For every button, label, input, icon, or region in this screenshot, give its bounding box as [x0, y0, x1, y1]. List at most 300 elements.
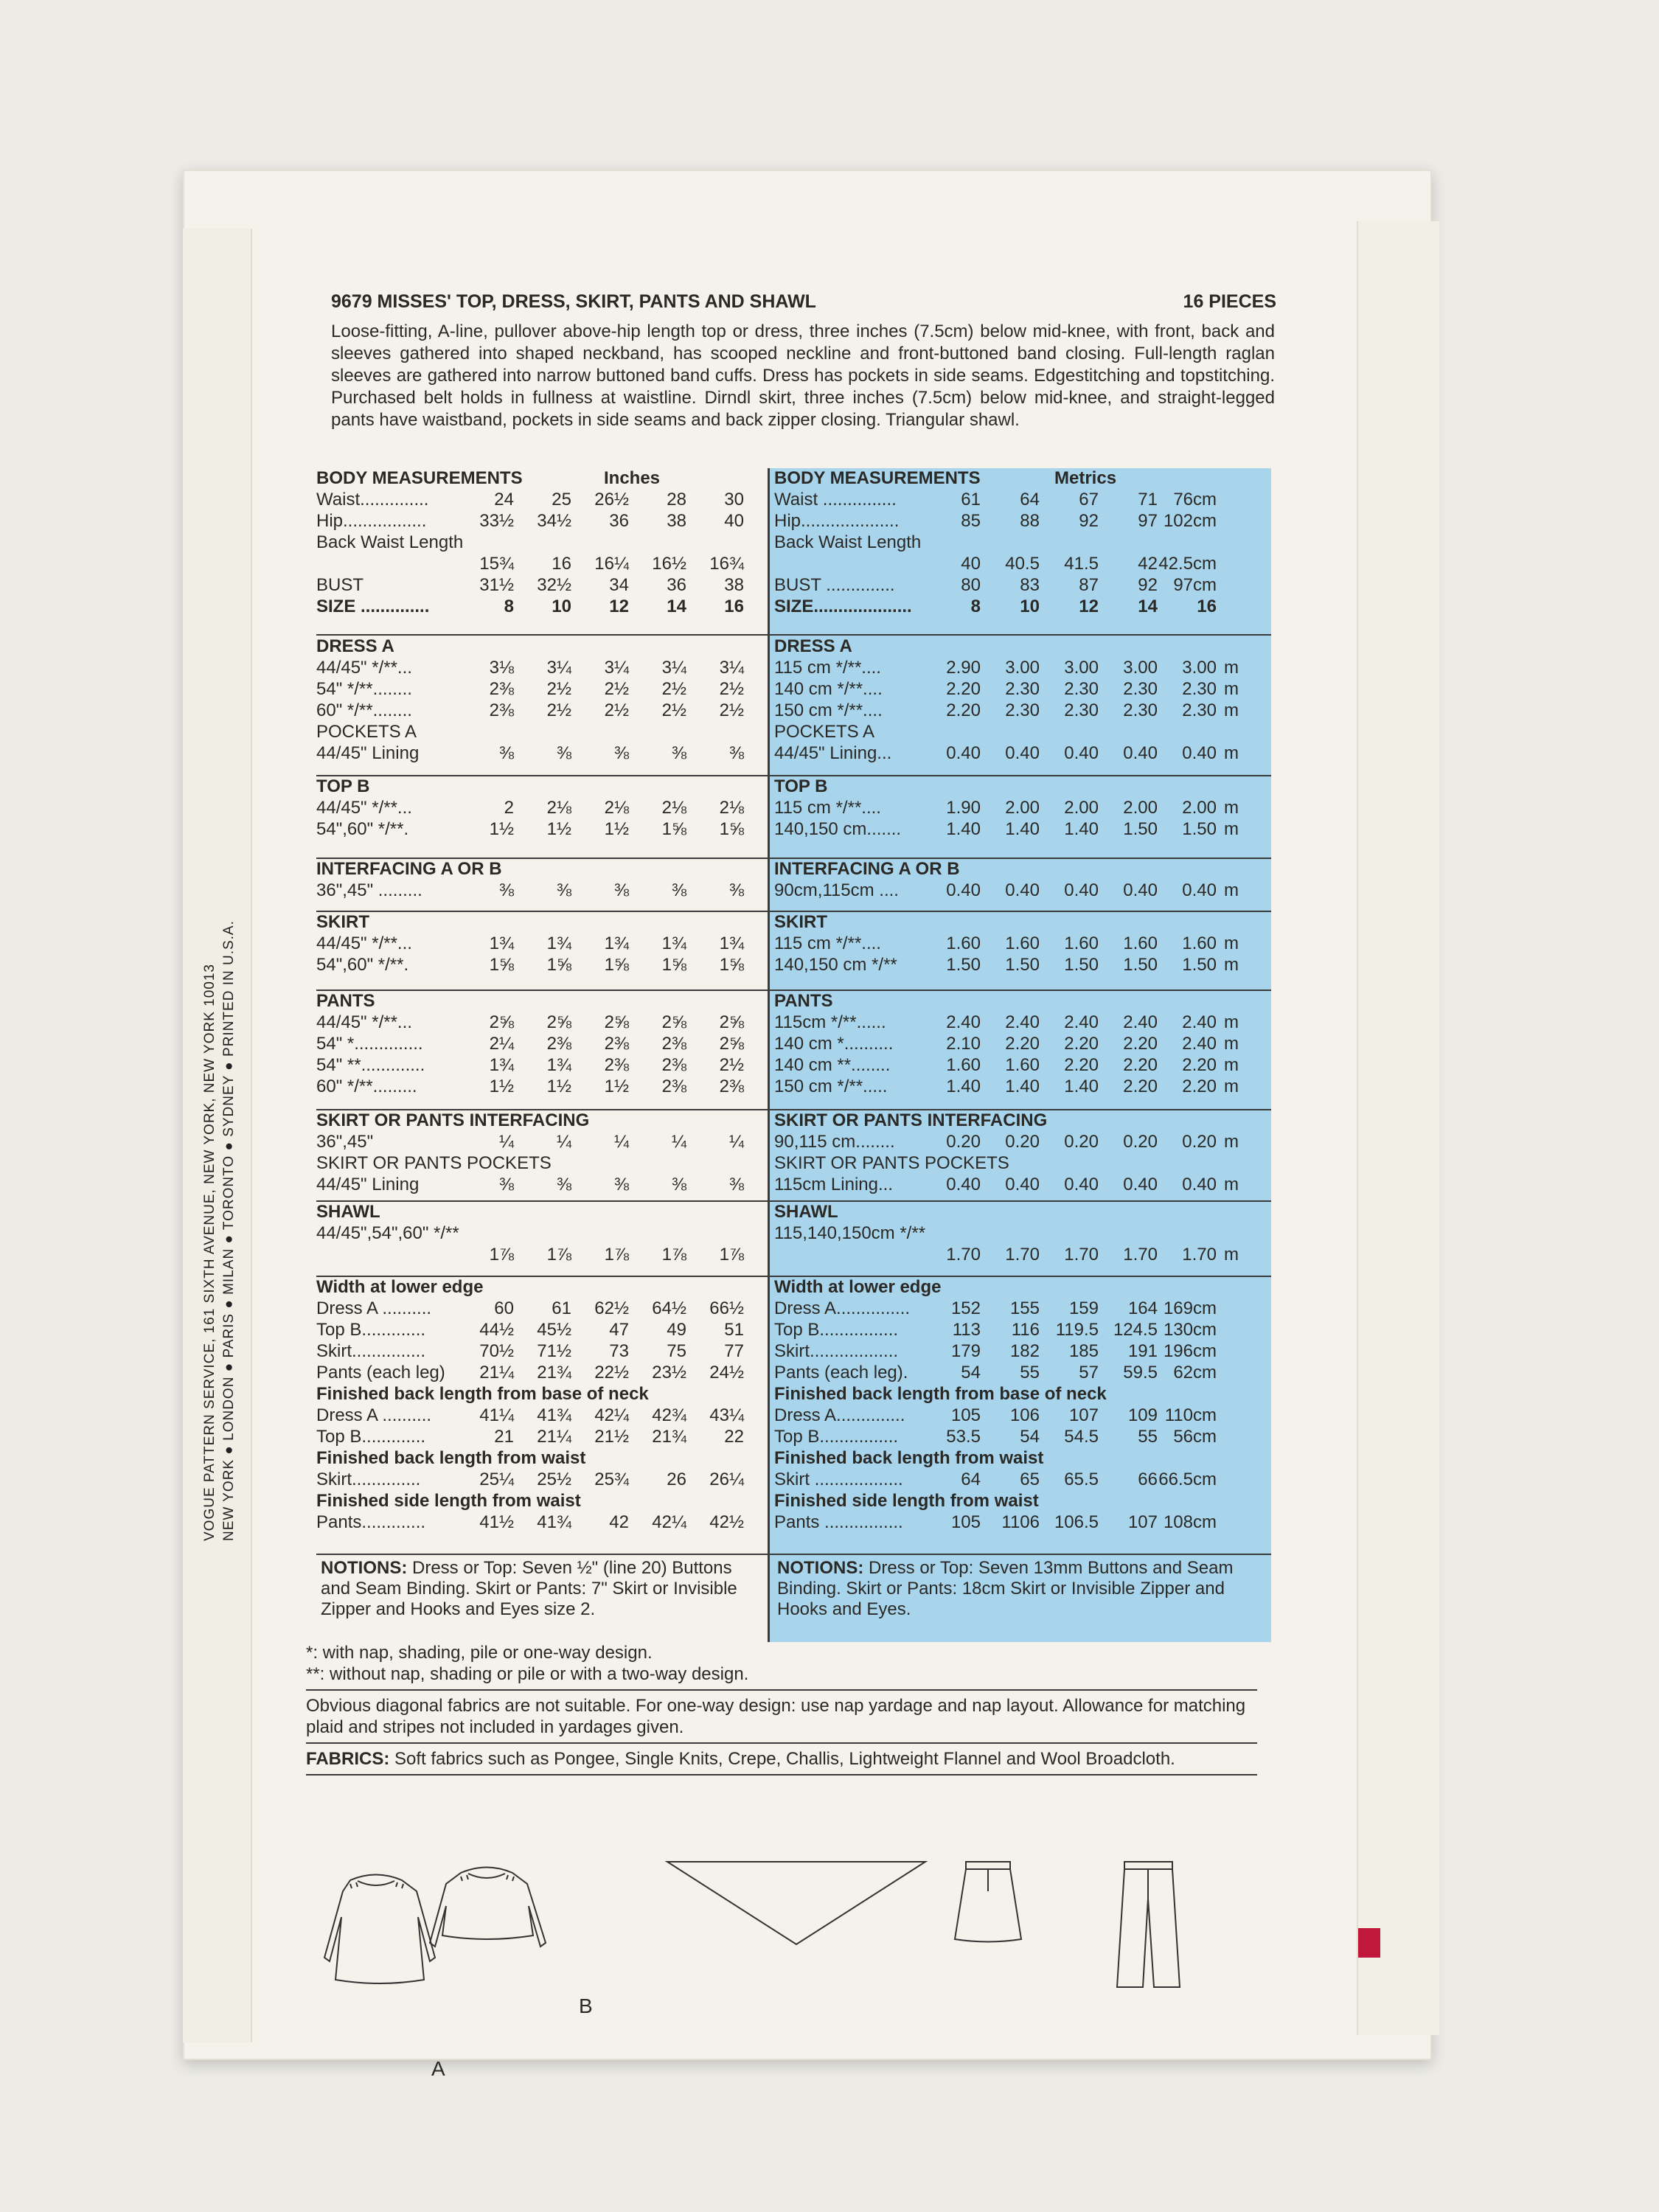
value-cell: 0.40 — [946, 1175, 981, 1194]
unit-cell: m — [1224, 1245, 1239, 1265]
value-cell: 62cm — [1173, 1363, 1217, 1382]
value-cell: 2⅝ — [489, 1012, 514, 1032]
value-cell: 182 — [1009, 1341, 1040, 1361]
value-cell: 97 — [1138, 511, 1158, 531]
value-cell: 21¼ — [479, 1363, 514, 1382]
value-cell: 2.30 — [1005, 679, 1040, 699]
row-label: Skirt.................. — [774, 1341, 899, 1361]
value-cell: 2⅝ — [719, 1034, 744, 1054]
value-cell: 0.20 — [1005, 1132, 1040, 1152]
section-title: SHAWL — [316, 1202, 380, 1222]
value-cell: 75 — [667, 1341, 686, 1361]
value-cell: 2.40 — [1123, 1012, 1158, 1032]
value-cell: 23½ — [652, 1363, 686, 1382]
metric-shawl — [770, 1202, 1271, 1277]
value-cell: 40 — [724, 511, 744, 531]
value-cell: 0.40 — [1182, 1175, 1217, 1194]
value-cell: 1.50 — [1064, 955, 1099, 975]
value-cell: 1.70 — [1182, 1245, 1217, 1265]
value-cell: 0.40 — [1182, 880, 1217, 900]
value-cell: 32½ — [537, 575, 571, 595]
value-cell: 21½ — [594, 1427, 629, 1447]
value-cell: 12 — [1079, 597, 1099, 616]
yardage-row — [316, 1055, 768, 1077]
value-cell: 3.00 — [1182, 658, 1217, 678]
inches-body-measurements — [316, 468, 768, 636]
value-cell: 36 — [609, 511, 629, 531]
value-cell: 1.70 — [1123, 1245, 1158, 1265]
value-cell: 25¼ — [479, 1470, 514, 1489]
row-label: Top B................ — [774, 1320, 899, 1340]
row-label: Waist.............. — [316, 490, 429, 509]
value-cell: 2.40 — [1005, 1012, 1040, 1032]
yardage-row — [316, 1012, 768, 1034]
measure-row — [316, 1298, 768, 1320]
row-label: 60" */**......... — [316, 1077, 417, 1096]
value-cell: 77 — [724, 1341, 744, 1361]
value-cell: 2½ — [719, 679, 744, 699]
bust-row — [316, 575, 768, 597]
value-cell: 1.90 — [946, 798, 981, 818]
unit-cell: m — [1224, 880, 1239, 900]
value-cell: 14 — [1138, 597, 1158, 616]
metric-skirt-pants-interfacing — [770, 1110, 1271, 1202]
value-cell: 2½ — [719, 1055, 744, 1075]
value-cell: 30 — [724, 490, 744, 509]
inches-notions — [316, 1555, 768, 1648]
red-tab-mark — [1358, 1928, 1380, 1958]
value-cell: 1⅝ — [719, 819, 744, 839]
value-cell: 1½ — [604, 819, 629, 839]
value-cell: 1⅞ — [719, 1245, 744, 1265]
value-cell: 1¾ — [604, 933, 629, 953]
spine-text — [201, 920, 239, 1541]
value-cell: 97cm — [1173, 575, 1217, 595]
yardage-row — [316, 658, 768, 679]
value-cell: 2.90 — [946, 658, 981, 678]
unit-cell: m — [1224, 743, 1239, 763]
value-cell: 3.00 — [1123, 658, 1158, 678]
value-cell: 26 — [667, 1470, 686, 1489]
value-cell: 108cm — [1163, 1512, 1217, 1532]
value-cell: 0.40 — [1005, 743, 1040, 763]
section-title: SKIRT OR PANTS INTERFACING — [316, 1110, 590, 1130]
section-title: DRESS A — [316, 636, 394, 656]
value-cell: 196cm — [1163, 1341, 1217, 1361]
value-cell: 3¼ — [719, 658, 744, 678]
value-cell: 1½ — [546, 819, 571, 839]
value-cell: 2⅛ — [719, 798, 744, 818]
value-cell: 1.70 — [946, 1245, 981, 1265]
row-label: 44/45" */**... — [316, 1012, 412, 1032]
row-label: 115cm Lining... — [774, 1175, 893, 1194]
row-label: BUST .............. — [774, 575, 895, 595]
value-cell: 51 — [724, 1320, 744, 1340]
inches-pants — [316, 991, 768, 1110]
value-cell: 1.60 — [1005, 1055, 1040, 1075]
row-label: 115 cm */**.... — [774, 798, 881, 818]
value-cell: 1¾ — [661, 933, 686, 953]
unit-cell: m — [1224, 1034, 1239, 1054]
value-cell: 54 — [961, 1363, 981, 1382]
value-cell: 2⅝ — [719, 1012, 744, 1032]
value-cell: 1⅝ — [546, 955, 571, 975]
section-title: PANTS — [774, 991, 833, 1011]
value-cell: 42¼ — [594, 1405, 629, 1425]
size-row — [774, 597, 1271, 618]
value-cell: 62½ — [594, 1298, 629, 1318]
value-cell: 2½ — [719, 700, 744, 720]
value-cell: 34½ — [537, 511, 571, 531]
value-cell: 2⅝ — [604, 1012, 629, 1032]
value-cell: 2.30 — [1123, 679, 1158, 699]
yardage-row — [316, 880, 768, 902]
value-cell: 155 — [1009, 1298, 1040, 1318]
value-cell: 8 — [504, 597, 514, 616]
value-cell: 25 — [552, 490, 571, 509]
value-cell: 1.60 — [1064, 933, 1099, 953]
value-cell: 0.40 — [1123, 880, 1158, 900]
value-cell: 1.40 — [1064, 1077, 1099, 1096]
row-label: 115cm */**...... — [774, 1012, 886, 1032]
value-cell: 1.70 — [1005, 1245, 1040, 1265]
value-cell: 110cm — [1164, 1405, 1217, 1425]
value-cell: 40.5 — [1005, 554, 1040, 574]
value-cell: 88 — [1020, 511, 1040, 531]
yardage-row — [774, 1077, 1271, 1098]
value-cell: 12 — [609, 597, 629, 616]
value-cell: 1½ — [546, 1077, 571, 1096]
value-cell: 124.5 — [1113, 1320, 1158, 1340]
sp-pockets-title: SKIRT OR PANTS POCKETS — [774, 1153, 1009, 1173]
value-cell: 164 — [1127, 1298, 1158, 1318]
size-row — [316, 597, 768, 618]
value-cell: 0.40 — [1064, 743, 1099, 763]
value-cell: 14 — [667, 597, 686, 616]
value-cell: 3⅛ — [489, 658, 514, 678]
value-cell: 2.30 — [1005, 700, 1040, 720]
sketch-label-b: B — [579, 1994, 593, 2017]
yardage-row — [774, 1034, 1271, 1055]
metric-panel — [768, 468, 1271, 1642]
value-cell: 152 — [950, 1298, 981, 1318]
value-cell: 21¾ — [537, 1363, 571, 1382]
inches-skirt — [316, 912, 768, 991]
value-cell: 1.60 — [1005, 933, 1040, 953]
value-cell: 47 — [609, 1320, 629, 1340]
row-label: 36",45" — [316, 1132, 374, 1152]
spine-line-2: NEW YORK ● LONDON ● PARIS ● MILAN ● TORONTO ● SYDNEY ● PRINTED IN U.S.A. — [221, 920, 237, 1541]
back-waist-length-title: Finished back length from waist — [774, 1448, 1044, 1468]
row-label: Hip................. — [316, 511, 427, 531]
yardage-row — [774, 1245, 1271, 1266]
measure-row — [316, 1470, 768, 1491]
value-cell: ⅜ — [671, 1175, 686, 1194]
row-label: BUST — [316, 575, 364, 595]
section-title: SHAWL — [774, 1202, 838, 1222]
value-cell: 16 — [552, 554, 571, 574]
value-cell: 41¼ — [479, 1405, 514, 1425]
value-cell: 1¾ — [489, 1055, 514, 1075]
yardage-row — [774, 679, 1271, 700]
row-label: Top B............. — [316, 1320, 426, 1340]
measure-row — [316, 1512, 768, 1534]
yardage-row — [774, 700, 1271, 722]
value-cell: 0.40 — [1123, 1175, 1158, 1194]
notions-label: NOTIONS: — [321, 1558, 408, 1578]
back-waist-length-title: Finished back length from waist — [316, 1448, 586, 1468]
value-cell: 21¼ — [537, 1427, 571, 1447]
envelope-right-flap — [1357, 221, 1439, 2035]
yardage-row — [316, 679, 768, 700]
value-cell: 16 — [1197, 597, 1217, 616]
diagonal-note: Obvious diagonal fabrics are not suitable. For one-way design: use nap yardage and nap layout. Allowance for matching plaid and stripes not included in yardages given. — [306, 1689, 1257, 1738]
waist-row — [316, 490, 768, 511]
sketch-label-a: A — [431, 2057, 445, 2080]
row-label: 54" **............. — [316, 1055, 425, 1075]
value-cell: 0.40 — [1064, 1175, 1099, 1194]
value-cell: 42 — [609, 1512, 629, 1532]
value-cell: 1.40 — [946, 1077, 981, 1096]
value-cell: 2.40 — [946, 1012, 981, 1032]
measure-row — [316, 1363, 768, 1384]
value-cell: 66½ — [709, 1298, 744, 1318]
value-cell: 2.30 — [1064, 679, 1099, 699]
row-label: 54" */**........ — [316, 679, 412, 699]
row-label: 44/45" Lining... — [774, 743, 892, 763]
value-cell: ⅜ — [498, 1175, 514, 1194]
side-length-title: Finished side length from waist — [774, 1491, 1039, 1511]
value-cell: 102cm — [1163, 511, 1217, 531]
back-neck-title: Finished back length from base of neck — [774, 1384, 1107, 1404]
value-cell: 2½ — [546, 700, 571, 720]
row-label: 150 cm */**..... — [774, 1077, 888, 1096]
value-cell: ⅜ — [671, 743, 686, 763]
value-cell: 1.50 — [1182, 955, 1217, 975]
value-cell: 2½ — [604, 700, 629, 720]
back-waist-row — [774, 554, 1271, 575]
nap-note: *: with nap, shading, pile or one-way design. — [306, 1643, 653, 1663]
value-cell: ⅜ — [728, 880, 744, 900]
value-cell: 61 — [961, 490, 981, 509]
measure-row — [774, 1405, 1271, 1427]
back-waist-label: Back Waist Length — [774, 532, 922, 552]
pants-sketch — [1117, 1862, 1180, 1987]
row-label: Dress A............... — [774, 1298, 911, 1318]
unit-cell: m — [1224, 679, 1239, 699]
value-cell: 1⅝ — [661, 955, 686, 975]
row-label: 140 cm *.......... — [774, 1034, 894, 1054]
value-cell: 119.5 — [1055, 1320, 1099, 1340]
row-label: 90,115 cm........ — [774, 1132, 895, 1152]
yardage-row — [774, 880, 1271, 902]
width-title: Width at lower edge — [774, 1277, 942, 1297]
value-cell: 2⅜ — [489, 679, 514, 699]
value-cell: 109 — [1127, 1405, 1158, 1425]
value-cell: 0.20 — [1182, 1132, 1217, 1152]
value-cell: 38 — [667, 511, 686, 531]
value-cell: 64 — [961, 1470, 981, 1489]
yardage-row — [774, 798, 1271, 819]
measure-row — [316, 1427, 768, 1448]
unit-cell: m — [1224, 1077, 1239, 1096]
value-cell: 116 — [1011, 1320, 1040, 1340]
unit-cell: m — [1224, 1132, 1239, 1152]
inches-panel — [316, 468, 768, 1642]
value-cell: 0.40 — [1005, 880, 1040, 900]
value-cell: 2⅜ — [604, 1034, 629, 1054]
back-waist-label: Back Waist Length — [316, 532, 464, 552]
value-cell: 105 — [950, 1405, 981, 1425]
value-cell: 107 — [1068, 1405, 1099, 1425]
value-cell: 2.40 — [1182, 1012, 1217, 1032]
value-cell: 2⅛ — [604, 798, 629, 818]
row-label: SIZE .............. — [316, 597, 430, 616]
value-cell: ⅜ — [556, 743, 571, 763]
section-title: BODY MEASUREMENTS — [774, 468, 981, 488]
section-title: PANTS — [316, 991, 375, 1011]
value-cell: ¼ — [728, 1132, 744, 1152]
yardage-row — [774, 955, 1271, 976]
pockets-a-title: POCKETS A — [774, 722, 875, 742]
yardage-row — [316, 955, 768, 976]
metric-body-measurements — [770, 468, 1271, 636]
value-cell: 2.00 — [1182, 798, 1217, 818]
value-cell: 42½ — [709, 1512, 744, 1532]
skirt-sketch — [955, 1862, 1021, 1942]
value-cell: 1.60 — [1123, 933, 1158, 953]
row-label: 140,150 cm....... — [774, 819, 902, 839]
value-cell: 2⅜ — [661, 1077, 686, 1096]
value-cell: 55 — [1138, 1427, 1158, 1447]
value-cell: 2½ — [604, 679, 629, 699]
garment-sketches — [306, 1832, 1265, 2098]
value-cell: 1½ — [604, 1077, 629, 1096]
row-label: 44/45" */**... — [316, 798, 412, 818]
divider — [306, 1774, 1257, 1775]
value-cell: 2¼ — [489, 1034, 514, 1054]
row-label: 44/45" */**... — [316, 933, 412, 953]
inches-skirt-pants-interfacing — [316, 1110, 768, 1202]
row-label: Pants (each leg). — [774, 1363, 908, 1382]
value-cell: 16¼ — [594, 554, 629, 574]
value-cell: ⅜ — [613, 1175, 629, 1194]
yardage-row — [316, 1132, 768, 1153]
inches-top-b — [316, 776, 768, 859]
pockets-a-title: POCKETS A — [316, 722, 417, 742]
value-cell: 3¼ — [661, 658, 686, 678]
value-cell: 2½ — [546, 679, 571, 699]
measure-row — [774, 1363, 1271, 1384]
value-cell: 33½ — [479, 511, 514, 531]
row-label: Pants ................ — [774, 1512, 903, 1532]
value-cell: 0.40 — [1005, 1175, 1040, 1194]
hip-row — [774, 511, 1271, 532]
section-title: SKIRT OR PANTS INTERFACING — [774, 1110, 1048, 1130]
value-cell: 2⅝ — [546, 1012, 571, 1032]
value-cell: 40 — [961, 554, 981, 574]
inches-finished-measurements — [316, 1277, 768, 1555]
value-cell: 1⅝ — [719, 955, 744, 975]
value-cell: 1.60 — [1182, 933, 1217, 953]
value-cell: 73 — [609, 1341, 629, 1361]
value-cell: 43¼ — [709, 1405, 744, 1425]
value-cell: 1⅞ — [489, 1245, 514, 1265]
value-cell: 1.50 — [1123, 955, 1158, 975]
row-label: 140 cm **........ — [774, 1055, 891, 1075]
value-cell: 0.40 — [946, 743, 981, 763]
row-label: 36",45" ......... — [316, 880, 422, 900]
row-label: Top B............. — [316, 1427, 426, 1447]
value-cell: 80 — [961, 575, 981, 595]
value-cell: 10 — [552, 597, 571, 616]
value-cell: 1¾ — [546, 1055, 571, 1075]
section-title: SKIRT — [316, 912, 369, 932]
metric-interfacing — [770, 859, 1271, 912]
unit-cell: m — [1224, 819, 1239, 839]
notions-label: NOTIONS: — [777, 1558, 864, 1578]
yardage-row — [316, 700, 768, 722]
notions-text: Dress or Top: Seven ½" (line 20) Buttons and Seam Binding. Skirt or Pants: 7" Skirt or Invisible Zipper and Hooks and Eyes size 2. — [321, 1558, 737, 1619]
value-cell: 42 — [1138, 554, 1158, 574]
value-cell: 1½ — [489, 819, 514, 839]
measure-row — [774, 1512, 1271, 1534]
fabrics-label: FABRICS: — [306, 1749, 390, 1769]
value-cell: 65.5 — [1064, 1470, 1099, 1489]
yardage-row — [774, 1012, 1271, 1034]
metric-top-b — [770, 776, 1271, 859]
value-cell: 159 — [1068, 1298, 1099, 1318]
value-cell: ¼ — [671, 1132, 686, 1152]
value-cell: 42.5cm — [1158, 554, 1217, 574]
measure-row — [774, 1320, 1271, 1341]
yardage-row — [316, 743, 768, 765]
value-cell: 0.20 — [1064, 1132, 1099, 1152]
row-label: Pants (each leg) — [316, 1363, 445, 1382]
without-nap-note: **: without nap, shading or pile or with a two-way design. — [306, 1664, 749, 1684]
row-label: 140 cm */**.... — [774, 679, 883, 699]
value-cell: 28 — [667, 490, 686, 509]
shawl-fabric-label: 44/45",54",60" */** — [316, 1223, 459, 1243]
value-cell: 21¾ — [652, 1427, 686, 1447]
value-cell: 22 — [724, 1427, 744, 1447]
inches-dress-a — [316, 636, 768, 776]
value-cell: 2.40 — [1064, 1012, 1099, 1032]
value-cell: 2.10 — [946, 1034, 981, 1054]
section-title: INTERFACING A OR B — [774, 859, 960, 879]
value-cell: 1⅞ — [546, 1245, 571, 1265]
unit-label: Metrics — [1054, 468, 1117, 488]
row-label: Dress A .......... — [316, 1405, 432, 1425]
waist-row — [774, 490, 1271, 511]
unit-cell: m — [1224, 1055, 1239, 1075]
value-cell: 2.20 — [1123, 1055, 1158, 1075]
value-cell: 0.40 — [1182, 743, 1217, 763]
yardage-row — [774, 933, 1271, 955]
value-cell: 2.30 — [1182, 679, 1217, 699]
value-cell: 25½ — [537, 1470, 571, 1489]
measure-row — [316, 1341, 768, 1363]
value-cell: 2.20 — [1182, 1055, 1217, 1075]
yardage-row — [774, 1132, 1271, 1153]
value-cell: 2⅜ — [489, 700, 514, 720]
value-cell: 36 — [667, 575, 686, 595]
value-cell: 57 — [1079, 1363, 1099, 1382]
section-title: INTERFACING A OR B — [316, 859, 502, 879]
value-cell: 0.40 — [1123, 743, 1158, 763]
width-title: Width at lower edge — [316, 1277, 484, 1297]
value-cell: 0.20 — [946, 1132, 981, 1152]
